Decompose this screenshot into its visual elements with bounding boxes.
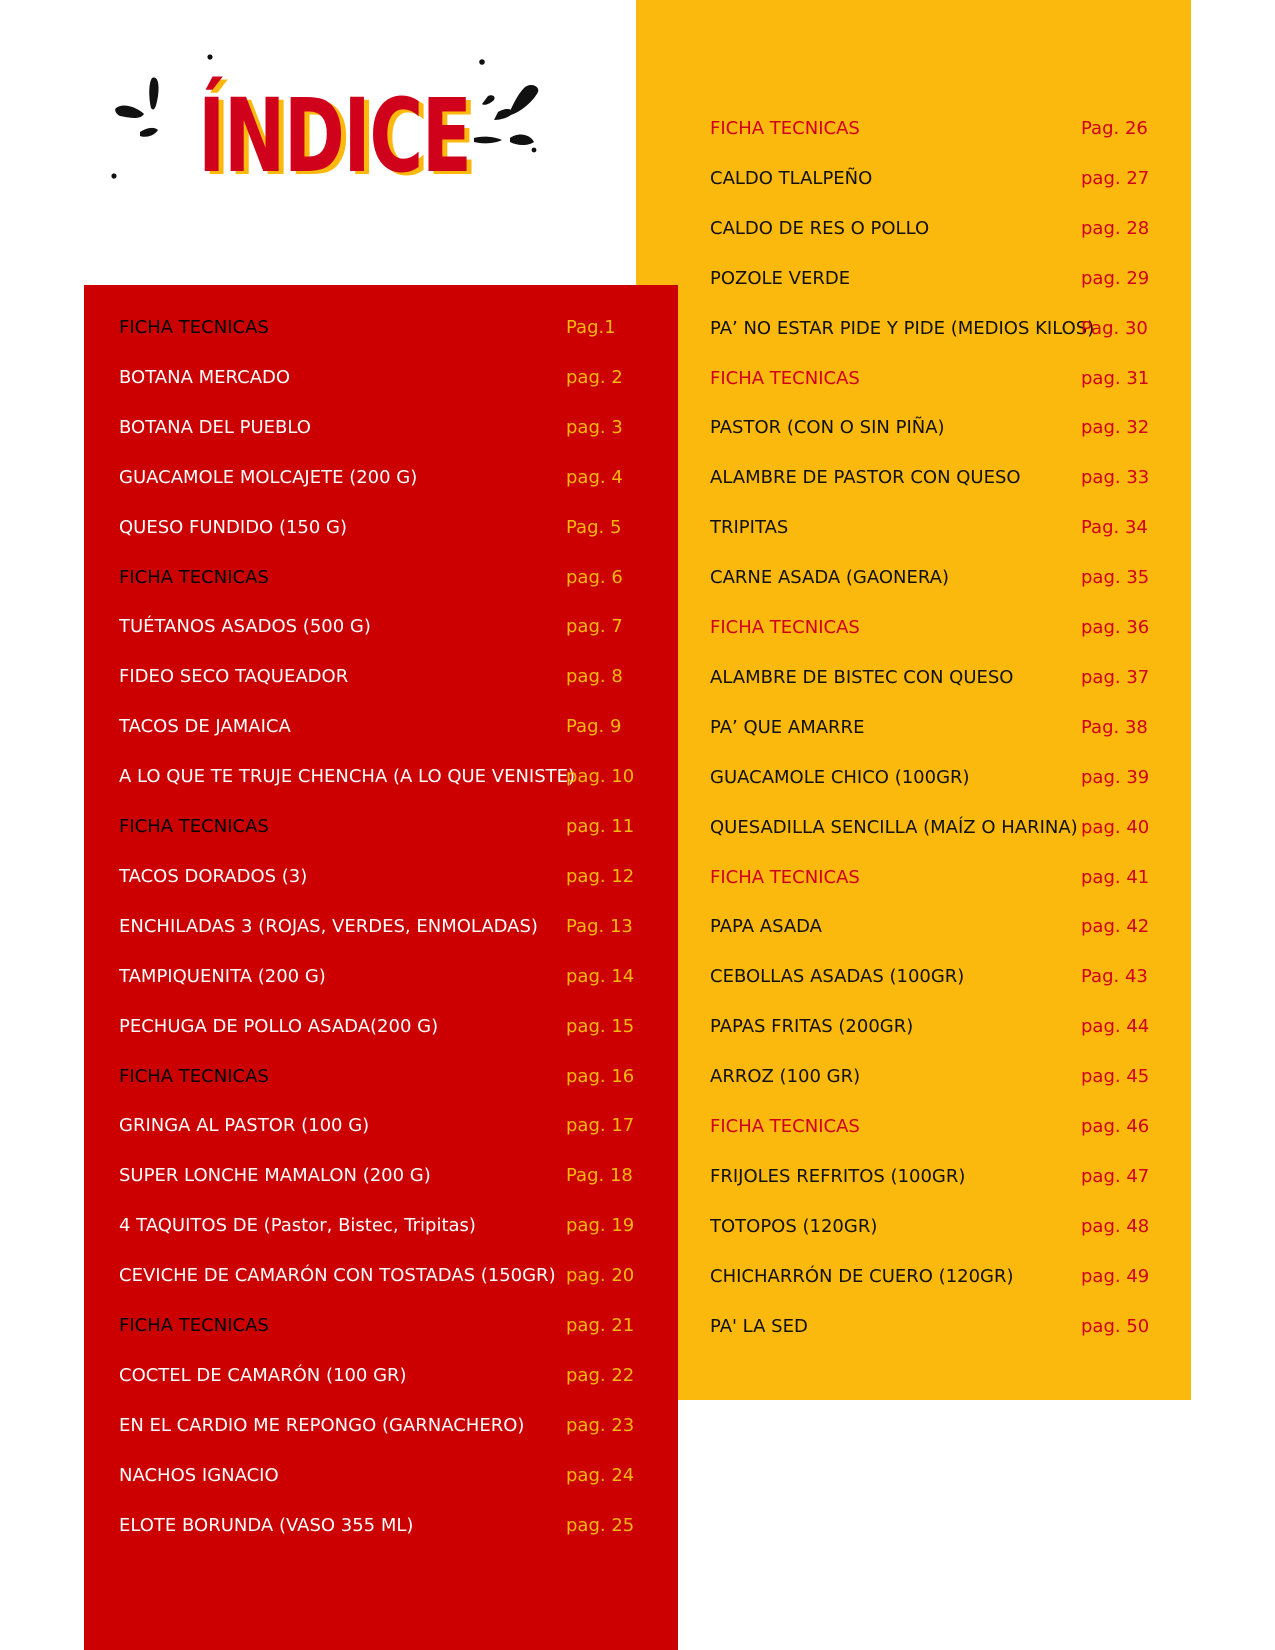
entry-page-number: pag. 6 — [566, 566, 623, 588]
entry-name: PECHUGA DE POLLO ASADA(200 G) — [119, 1015, 439, 1037]
entry-page-number: Pag. 13 — [566, 915, 633, 937]
entry-name: TAMPIQUENITA (200 G) — [119, 965, 326, 987]
entry-page-number: Pag. 38 — [1081, 716, 1148, 738]
page-title: ÍNDICE — [198, 77, 471, 196]
entry-page-number: pag. 14 — [566, 965, 635, 987]
entry-page-number: pag. 29 — [1081, 267, 1150, 289]
entry-name: GUACAMOLE MOLCAJETE (200 G) — [119, 466, 418, 488]
entry-name: CHICHARRÓN DE CUERO (120GR) — [710, 1265, 1014, 1287]
entry-name: FICHA TECNICAS — [119, 566, 269, 588]
entry-name: FICHA TECNICAS — [119, 1065, 269, 1087]
entry-page-number: pag. 33 — [1081, 467, 1150, 489]
entry-name: BOTANA MERCADO — [119, 366, 291, 388]
entry-name: PASTOR (CON O SIN PIÑA) — [710, 417, 945, 439]
entry-page-number: Pag.1 — [566, 317, 616, 338]
entry-page-number: Pag. 26 — [1081, 118, 1148, 139]
entry-page-number: pag. 8 — [566, 666, 623, 688]
entry-name: ELOTE BORUNDA (VASO 355 ML) — [119, 1514, 414, 1536]
entry-page-number: pag. 47 — [1081, 1165, 1150, 1187]
entry-name: TRIPITAS — [710, 517, 789, 539]
entry-name: GUACAMOLE CHICO (100GR) — [710, 766, 970, 788]
entry-name: FICHA TECNICAS — [710, 367, 860, 389]
entry-page-number: pag. 37 — [1081, 666, 1150, 688]
entry-name: BOTANA DEL PUEBLO — [119, 416, 311, 438]
entry-name: TACOS DORADOS (3) — [119, 865, 308, 887]
entry-name: EN EL CARDIO ME REPONGO (GARNACHERO) — [119, 1414, 525, 1436]
entry-page-number: pag. 49 — [1081, 1265, 1150, 1287]
title-block — [110, 50, 570, 220]
entry-name: TACOS DE JAMAICA — [119, 716, 291, 738]
entry-page-number: pag. 22 — [566, 1364, 635, 1386]
entry-page-number: pag. 19 — [566, 1215, 635, 1237]
entry-page-number: pag. 42 — [1081, 916, 1150, 938]
entry-page-number: pag. 36 — [1081, 617, 1150, 638]
entry-page-number: Pag. 5 — [566, 516, 622, 538]
entry-page-number: pag. 27 — [1081, 167, 1150, 189]
entry-name: CALDO DE RES O POLLO — [710, 217, 930, 239]
entry-name: PAPAS FRITAS (200GR) — [710, 1016, 914, 1038]
entry-name: COCTEL DE CAMARÓN (100 GR) — [119, 1364, 407, 1386]
entry-page-number: pag. 32 — [1081, 417, 1150, 439]
entry-page-number: pag. 20 — [566, 1265, 635, 1287]
entry-name: ALAMBRE DE BISTEC CON QUESO — [710, 666, 1014, 688]
entry-name: QUESADILLA SENCILLA (MAÍZ O HARINA) — [710, 816, 1078, 838]
entry-name: FRIJOLES REFRITOS (100GR) — [710, 1165, 966, 1187]
entry-name: ALAMBRE DE PASTOR CON QUESO — [710, 467, 1021, 489]
entry-page-number: pag. 25 — [566, 1514, 635, 1536]
entry-page-number: pag. 21 — [566, 1315, 635, 1336]
entry-page-number: pag. 16 — [566, 1065, 635, 1087]
entry-name: FICHA TECNICAS — [710, 1116, 860, 1137]
entry-name: A LO QUE TE TRUJE CHENCHA (A LO QUE VENISTE) — [119, 766, 576, 788]
entry-name: QUESO FUNDIDO (150 G) — [119, 516, 348, 538]
entry-page-number: pag. 31 — [1081, 367, 1150, 389]
entry-page-number: pag. 23 — [566, 1414, 635, 1436]
entry-page-number: pag. 39 — [1081, 766, 1150, 788]
entry-name: ENCHILADAS 3 (ROJAS, VERDES, ENMOLADAS) — [119, 915, 538, 937]
entry-name: NACHOS IGNACIO — [119, 1464, 279, 1486]
entry-page-number: Pag. 9 — [566, 716, 622, 738]
entry-page-number: pag. 45 — [1081, 1066, 1150, 1088]
entry-page-number: pag. 17 — [566, 1115, 635, 1137]
entry-name: TOTOPOS (120GR) — [710, 1215, 878, 1237]
entry-name: CEVICHE DE CAMARÓN CON TOSTADAS (150GR) — [119, 1265, 556, 1287]
entry-name: ARROZ (100 GR) — [710, 1066, 861, 1088]
entry-page-number: pag. 40 — [1081, 816, 1150, 838]
entry-name: PA' LA SED — [710, 1315, 808, 1337]
entry-page-number: pag. 2 — [566, 366, 623, 388]
entry-page-number: pag. 48 — [1081, 1215, 1150, 1237]
entry-name: FICHA TECNICAS — [119, 317, 269, 338]
entry-page-number: pag. 41 — [1081, 866, 1150, 888]
entry-name: TUÉTANOS ASADOS (500 G) — [119, 616, 371, 638]
entry-page-number: pag. 12 — [566, 865, 635, 887]
entry-page-number: Pag. 18 — [566, 1165, 633, 1187]
entry-name: PA’ QUE AMARRE — [710, 716, 865, 738]
entry-name: FICHA TECNICAS — [710, 118, 860, 139]
entry-page-number: Pag. 30 — [1081, 317, 1148, 339]
entry-name: CALDO TLALPEÑO — [710, 167, 873, 189]
entry-name: GRINGA AL PASTOR (100 G) — [119, 1115, 370, 1137]
entry-page-number: pag. 15 — [566, 1015, 635, 1037]
entry-page-number: pag. 4 — [566, 466, 623, 488]
entry-page-number: pag. 11 — [566, 816, 635, 837]
entry-page-number: pag. 7 — [566, 616, 623, 638]
entry-page-number: pag. 35 — [1081, 567, 1150, 589]
entry-name: CARNE ASADA (GAONERA) — [710, 567, 950, 589]
entry-page-number: Pag. 34 — [1081, 517, 1148, 539]
entry-name: PA’ NO ESTAR PIDE Y PIDE (MEDIOS KILOS) — [710, 317, 1095, 339]
entry-name: 4 TAQUITOS DE (Pastor, Bistec, Tripitas) — [119, 1215, 476, 1237]
entry-name: FICHA TECNICAS — [119, 1315, 269, 1336]
entry-page-number: pag. 24 — [566, 1464, 635, 1486]
entry-page-number: Pag. 43 — [1081, 966, 1148, 988]
entry-page-number: pag. 44 — [1081, 1016, 1150, 1038]
entry-page-number: pag. 3 — [566, 416, 623, 438]
entry-name: SUPER LONCHE MAMALON (200 G) — [119, 1165, 431, 1187]
entry-name: FICHA TECNICAS — [710, 866, 860, 888]
entry-name: FICHA TECNICAS — [119, 816, 269, 837]
entry-page-number: pag. 10 — [566, 766, 635, 788]
entry-name: CEBOLLAS ASADAS (100GR) — [710, 966, 965, 988]
entry-page-number: pag. 46 — [1081, 1116, 1150, 1137]
entry-name: PAPA ASADA — [710, 916, 822, 938]
entry-page-number: pag. 28 — [1081, 217, 1150, 239]
entry-page-number: pag. 50 — [1081, 1315, 1150, 1337]
entry-name: POZOLE VERDE — [710, 267, 851, 289]
entry-name: FICHA TECNICAS — [710, 617, 860, 638]
entry-name: FIDEO SECO TAQUEADOR — [119, 666, 349, 688]
